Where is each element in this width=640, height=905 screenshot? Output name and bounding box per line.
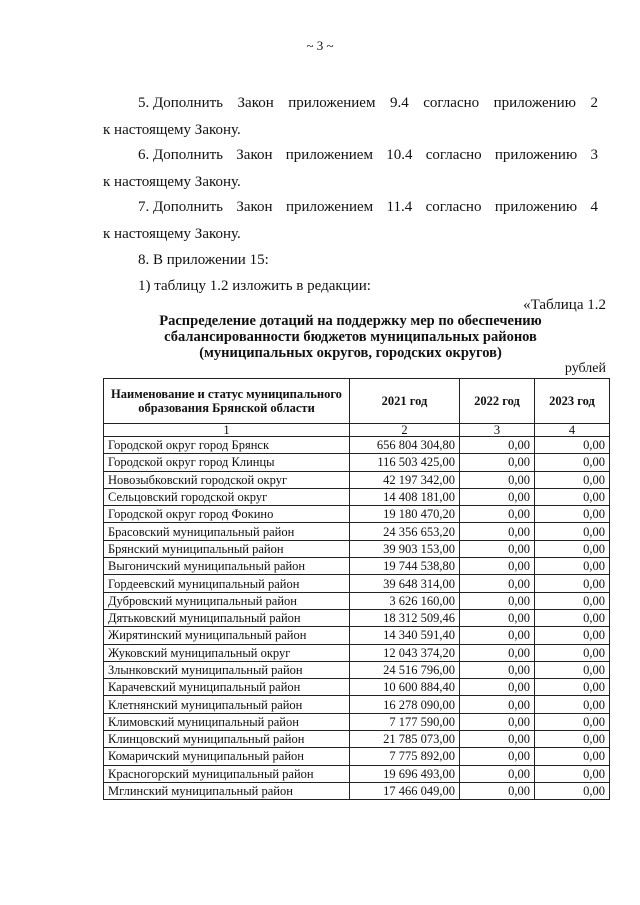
table-row xyxy=(104,644,610,661)
amount-2022-cell: 0,00 xyxy=(460,488,535,505)
amount-2023-cell: 0,00 xyxy=(535,644,610,661)
paragraph-6 xyxy=(103,142,598,196)
amount-2023-cell: 0,00 xyxy=(535,731,610,748)
paragraph-6-word: Закон xyxy=(236,147,273,163)
paragraph-5-word: 9.4 xyxy=(389,95,409,111)
amount-2023-cell: 0,00 xyxy=(535,558,610,575)
amount-2023-cell: 0,00 xyxy=(535,437,610,454)
amount-2023-cell: 0,00 xyxy=(535,523,610,540)
amount-2022-cell: 0,00 xyxy=(460,540,535,557)
paragraph-7-word: Закон xyxy=(236,199,273,215)
municipality-name-cell: Карачевский муниципальный район xyxy=(104,679,350,696)
paragraph-5-word: согласно xyxy=(423,95,480,111)
amount-2022-cell: 0,00 xyxy=(460,696,535,713)
table-title-line: (муниципальных округов, городских округов) xyxy=(199,345,502,361)
table-row xyxy=(104,454,610,471)
table-title-line: Распределение дотаций на поддержку мер по обеспечению xyxy=(159,313,542,329)
amount-2021-cell: 24 516 796,00 xyxy=(350,661,460,678)
amount-2023-cell: 0,00 xyxy=(535,609,610,626)
amount-2022-cell: 0,00 xyxy=(460,661,535,678)
amount-2022-cell: 0,00 xyxy=(460,454,535,471)
amount-2022-cell: 0,00 xyxy=(460,592,535,609)
municipality-name-cell: Дятьковский муниципальный район xyxy=(104,609,350,626)
paragraph-6-word: 6. Дополнить xyxy=(138,147,223,163)
municipality-name-cell: Городской округ город Клинцы xyxy=(104,454,350,471)
amount-2023-cell: 0,00 xyxy=(535,506,610,523)
table-title xyxy=(103,313,598,361)
table-title-line: сбалансированности бюджетов муниципальных районов xyxy=(164,329,537,345)
amount-2023-cell: 0,00 xyxy=(535,488,610,505)
paragraph-6-word: 10.4 xyxy=(386,147,413,163)
amount-2023-cell: 0,00 xyxy=(535,782,610,799)
amount-2023-cell: 0,00 xyxy=(535,765,610,782)
amount-2021-cell: 39 903 153,00 xyxy=(350,540,460,557)
amount-2022-cell: 0,00 xyxy=(460,765,535,782)
table-row xyxy=(104,558,610,575)
amount-2023-cell: 0,00 xyxy=(535,679,610,696)
paragraph-7-word: 11.4 xyxy=(386,199,413,215)
paragraph-5-line xyxy=(103,90,598,117)
paragraph-7-word: 7. Дополнить xyxy=(138,199,223,215)
municipality-name-cell: Брасовский муниципальный район xyxy=(104,523,350,540)
amount-2022-cell: 0,00 xyxy=(460,731,535,748)
municipality-name-cell: Городской округ город Брянск xyxy=(104,437,350,454)
amount-2022-cell: 0,00 xyxy=(460,437,535,454)
municipality-name-cell: Новозыбковский городской округ xyxy=(104,471,350,488)
amount-2022-cell: 0,00 xyxy=(460,748,535,765)
column-header-name: Наименование и статус муниципального образования Брянской области xyxy=(104,379,350,424)
municipality-name-cell: Клетнянский муниципальный район xyxy=(104,696,350,713)
paragraph-5-word: 2 xyxy=(590,95,598,111)
paragraph-7-word: 4 xyxy=(590,199,598,215)
municipality-name-cell: Гордеевский муниципальный район xyxy=(104,575,350,592)
amount-2022-cell: 0,00 xyxy=(460,523,535,540)
units-label: рублей xyxy=(564,361,606,376)
amount-2021-cell: 7 775 892,00 xyxy=(350,748,460,765)
amount-2023-cell: 0,00 xyxy=(535,696,610,713)
column-number-row xyxy=(104,424,610,437)
paragraph-6-word: приложением xyxy=(285,147,373,163)
table-row xyxy=(104,506,610,523)
amount-2021-cell: 19 696 493,00 xyxy=(350,765,460,782)
paragraph-7-word: согласно xyxy=(425,199,482,215)
municipality-name-cell: Комаричский муниципальный район xyxy=(104,748,350,765)
amount-2021-cell: 14 408 181,00 xyxy=(350,488,460,505)
table-row xyxy=(104,575,610,592)
table-row xyxy=(104,471,610,488)
paragraph-5 xyxy=(103,90,598,144)
amount-2021-cell: 16 278 090,00 xyxy=(350,696,460,713)
municipality-name-cell: Выгоничский муниципальный район xyxy=(104,558,350,575)
amount-2021-cell: 19 744 538,80 xyxy=(350,558,460,575)
amount-2022-cell: 0,00 xyxy=(460,679,535,696)
amount-2022-cell: 0,00 xyxy=(460,627,535,644)
table-row xyxy=(104,592,610,609)
amount-2021-cell: 10 600 884,40 xyxy=(350,679,460,696)
amount-2022-cell: 0,00 xyxy=(460,471,535,488)
column-header-2023: 2023 год xyxy=(535,379,610,424)
municipality-name-cell: Клинцовский муниципальный район xyxy=(104,731,350,748)
amount-2021-cell: 7 177 590,00 xyxy=(350,713,460,730)
column-number: 3 xyxy=(460,424,535,437)
page-number: ~ 3 ~ xyxy=(306,38,334,53)
municipality-name-cell: Жирятинский муниципальный район xyxy=(104,627,350,644)
municipality-name-cell: Дубровский муниципальный район xyxy=(104,592,350,609)
amount-2023-cell: 0,00 xyxy=(535,748,610,765)
paragraph-7 xyxy=(103,194,598,248)
table-row xyxy=(104,731,610,748)
table-label: «Таблица 1.2 xyxy=(523,297,606,313)
paragraph-7-line xyxy=(103,194,598,221)
table-row xyxy=(104,679,610,696)
amount-2023-cell: 0,00 xyxy=(535,540,610,557)
table-row xyxy=(104,748,610,765)
amount-2022-cell: 0,00 xyxy=(460,575,535,592)
amount-2021-cell: 18 312 509,46 xyxy=(350,609,460,626)
table-row xyxy=(104,713,610,730)
paragraph-6-line xyxy=(103,142,598,169)
municipality-name-cell: Климовский муниципальный район xyxy=(104,713,350,730)
table-row xyxy=(104,765,610,782)
municipality-name-cell: Красногорский муниципальный район xyxy=(104,765,350,782)
amount-2021-cell: 21 785 073,00 xyxy=(350,731,460,748)
subsidies-table xyxy=(103,378,610,800)
paragraph-5-word: приложению xyxy=(493,95,576,111)
amount-2022-cell: 0,00 xyxy=(460,782,535,799)
amount-2023-cell: 0,00 xyxy=(535,471,610,488)
table-row xyxy=(104,696,610,713)
amount-2021-cell: 42 197 342,00 xyxy=(350,471,460,488)
municipality-name-cell: Городской округ город Фокино xyxy=(104,506,350,523)
municipality-name-cell: Брянский муниципальный район xyxy=(104,540,350,557)
table-row xyxy=(104,627,610,644)
amount-2022-cell: 0,00 xyxy=(460,713,535,730)
amount-2023-cell: 0,00 xyxy=(535,592,610,609)
table-row xyxy=(104,609,610,626)
municipality-name-cell: Мглинский муниципальный район xyxy=(104,782,350,799)
amount-2021-cell: 656 804 304,80 xyxy=(350,437,460,454)
paragraph-5-word: Закон xyxy=(237,95,274,111)
amount-2022-cell: 0,00 xyxy=(460,558,535,575)
amount-2021-cell: 14 340 591,40 xyxy=(350,627,460,644)
amount-2022-cell: 0,00 xyxy=(460,506,535,523)
paragraph-7-word: приложением xyxy=(285,199,374,215)
table-row xyxy=(104,661,610,678)
amount-2023-cell: 0,00 xyxy=(535,713,610,730)
municipality-name-cell: Жуковский муниципальный округ xyxy=(104,644,350,661)
paragraph-5-word: приложением xyxy=(288,95,376,111)
paragraph-6-continuation: к настоящему Закону. xyxy=(103,174,241,190)
table-row xyxy=(104,540,610,557)
amount-2021-cell: 3 626 160,00 xyxy=(350,592,460,609)
table-row xyxy=(104,488,610,505)
amount-2021-cell: 24 356 653,20 xyxy=(350,523,460,540)
municipality-name-cell: Сельцовский городской округ xyxy=(104,488,350,505)
amount-2023-cell: 0,00 xyxy=(535,627,610,644)
column-number: 2 xyxy=(350,424,460,437)
table-row xyxy=(104,782,610,799)
amount-2021-cell: 39 648 314,00 xyxy=(350,575,460,592)
amount-2022-cell: 0,00 xyxy=(460,609,535,626)
paragraph-7-word: приложению xyxy=(494,199,578,215)
subitem-1-text: 1) таблицу 1.2 изложить в редакции: xyxy=(138,278,371,294)
amount-2023-cell: 0,00 xyxy=(535,575,610,592)
paragraph-6-word: согласно xyxy=(425,147,482,163)
amount-2021-cell: 116 503 425,00 xyxy=(350,454,460,471)
paragraph-5-continuation: к настоящему Закону. xyxy=(103,122,241,138)
column-number: 1 xyxy=(104,424,350,437)
paragraph-6-word: 3 xyxy=(590,147,598,163)
amount-2022-cell: 0,00 xyxy=(460,644,535,661)
column-header-2021: 2021 год xyxy=(350,379,460,424)
paragraph-6-word: приложению xyxy=(494,147,578,163)
paragraph-7-continuation: к настоящему Закону. xyxy=(103,226,241,242)
column-number: 4 xyxy=(535,424,610,437)
paragraph-5-word: 5. Дополнить xyxy=(138,95,223,111)
table-row xyxy=(104,523,610,540)
amount-2021-cell: 19 180 470,20 xyxy=(350,506,460,523)
table-body xyxy=(104,437,610,800)
amount-2023-cell: 0,00 xyxy=(535,454,610,471)
column-header-2022: 2022 год xyxy=(460,379,535,424)
table-header-row xyxy=(104,379,610,424)
amount-2023-cell: 0,00 xyxy=(535,661,610,678)
amount-2021-cell: 12 043 374,20 xyxy=(350,644,460,661)
item-8-text: 8. В приложении 15: xyxy=(138,252,269,268)
municipality-name-cell: Злынковский муниципальный район xyxy=(104,661,350,678)
table-row xyxy=(104,437,610,454)
amount-2021-cell: 17 466 049,00 xyxy=(350,782,460,799)
